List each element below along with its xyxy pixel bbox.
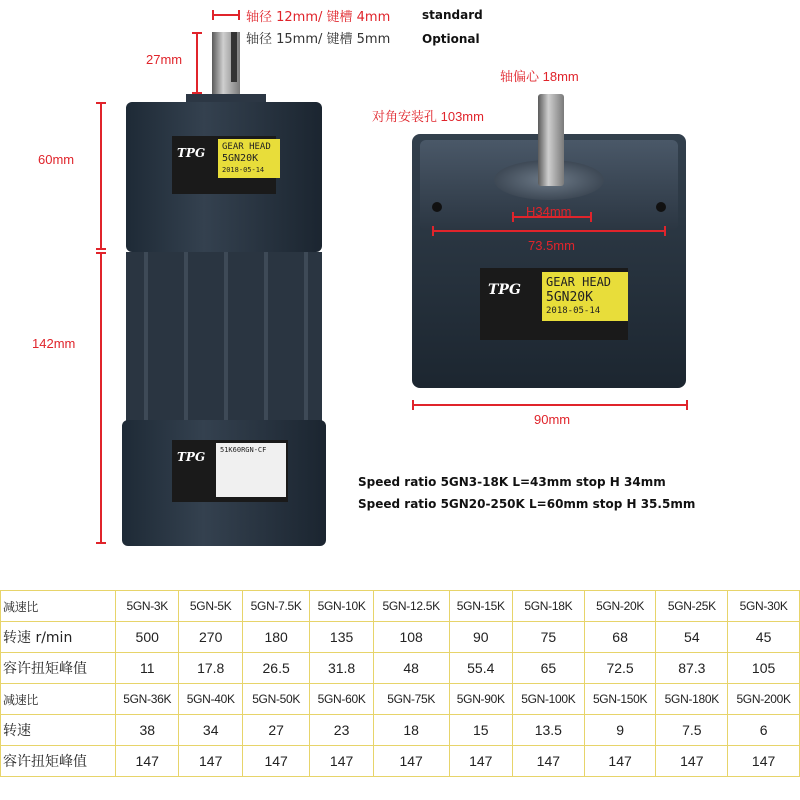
table-cell: 5GN-30K xyxy=(728,591,800,622)
dim-90-arrow xyxy=(412,404,688,406)
row-header: 减速比 xyxy=(1,684,116,715)
row-header: 减速比 xyxy=(1,591,116,622)
gear-head-sticker xyxy=(218,139,280,178)
optional-label: Optional xyxy=(422,32,480,46)
table-cell: 147 xyxy=(310,746,373,777)
tpg-logo-2: TPG xyxy=(177,450,206,464)
table-cell: 9 xyxy=(584,715,656,746)
shaft-optional-text: 轴径 15mm/ 键槽 5mm xyxy=(246,32,391,47)
gear-head-sticker-2 xyxy=(542,272,628,321)
shaft-standard-text: 轴径 12mm/ 键槽 4mm xyxy=(246,10,391,25)
table-cell: 17.8 xyxy=(179,653,242,684)
table-cell: 147 xyxy=(728,746,800,777)
row-header: 转速 r/min xyxy=(1,622,116,653)
table-cell: 5GN-180K xyxy=(656,684,728,715)
dim-60-text: 60mm xyxy=(38,152,75,167)
dim-142-arrow xyxy=(100,252,102,544)
table-cell: 38 xyxy=(116,715,179,746)
table-cell: 105 xyxy=(728,653,800,684)
table-cell: 5GN-25K xyxy=(656,591,728,622)
gear-head-date-2: 2018-05-14 xyxy=(546,306,601,317)
table-cell: 5GN-36K xyxy=(116,684,179,715)
dim-73-text: 73.5mm xyxy=(528,238,575,253)
mount-hole-text: 对角安装孔 103mm xyxy=(372,109,484,124)
tpg-logo-3: TPG xyxy=(488,282,521,298)
table-cell: 147 xyxy=(584,746,656,777)
table-row xyxy=(1,622,800,653)
tpg-logo: TPG xyxy=(177,146,206,160)
row-header: 容许扭矩峰值 xyxy=(1,746,116,777)
table-cell: 18 xyxy=(373,715,449,746)
shaft-width-arrow xyxy=(212,14,240,16)
table-cell: 5GN-200K xyxy=(728,684,800,715)
table-cell: 65 xyxy=(512,653,584,684)
table-cell: 5GN-20K xyxy=(584,591,656,622)
table-cell: 5GN-90K xyxy=(449,684,512,715)
table-cell: 15 xyxy=(449,715,512,746)
table-cell: 5GN-10K xyxy=(310,591,373,622)
table-cell: 34 xyxy=(179,715,242,746)
table-row xyxy=(1,715,800,746)
eccentric-text: 轴偏心 18mm xyxy=(500,69,579,84)
motor-body xyxy=(126,252,322,424)
table-row xyxy=(1,746,800,777)
table-cell: 5GN-40K xyxy=(179,684,242,715)
mount-hole-tl xyxy=(432,202,442,212)
speed-ratio-line-1: Speed ratio 5GN3-18K L=43mm stop H 34mm xyxy=(358,475,666,489)
table-cell: 5GN-60K xyxy=(310,684,373,715)
table-cell: 5GN-150K xyxy=(584,684,656,715)
table-cell: 23 xyxy=(310,715,373,746)
table-cell: 11 xyxy=(116,653,179,684)
table-cell: 5GN-7.5K xyxy=(242,591,309,622)
output-shaft-2 xyxy=(538,94,564,186)
spec-table xyxy=(0,590,800,777)
gear-head-title: GEAR HEAD xyxy=(222,142,271,152)
table-cell: 270 xyxy=(179,622,242,653)
table-cell: 48 xyxy=(373,653,449,684)
table-cell: 72.5 xyxy=(584,653,656,684)
table-cell: 13.5 xyxy=(512,715,584,746)
gear-head-model-2: 5GN20K xyxy=(546,290,593,305)
table-cell: 45 xyxy=(728,622,800,653)
table-cell: 180 xyxy=(242,622,309,653)
table-row xyxy=(1,591,800,622)
table-cell: 5GN-18K xyxy=(512,591,584,622)
table-cell: 6 xyxy=(728,715,800,746)
shaft-key xyxy=(231,32,237,82)
dim-90-text: 90mm xyxy=(534,412,571,427)
table-cell: 147 xyxy=(179,746,242,777)
table-cell: 5GN-12.5K xyxy=(373,591,449,622)
motor-nameplate xyxy=(172,440,288,502)
dim-h34-text: H34mm xyxy=(526,204,572,219)
table-cell: 90 xyxy=(449,622,512,653)
table-cell: 31.8 xyxy=(310,653,373,684)
gear-head-label xyxy=(172,136,276,194)
dim-27-text: 27mm xyxy=(146,52,183,67)
table-cell: 5GN-5K xyxy=(179,591,242,622)
table-cell: 147 xyxy=(373,746,449,777)
table-cell: 26.5 xyxy=(242,653,309,684)
dim-27-arrow xyxy=(196,32,198,94)
table-cell: 500 xyxy=(116,622,179,653)
table-cell: 5GN-15K xyxy=(449,591,512,622)
table-cell: 5GN-75K xyxy=(373,684,449,715)
row-header: 转速 xyxy=(1,715,116,746)
table-cell: 75 xyxy=(512,622,584,653)
table-cell: 87.3 xyxy=(656,653,728,684)
table-cell: 147 xyxy=(116,746,179,777)
table-row xyxy=(1,653,800,684)
gear-head-model: 5GN20K xyxy=(222,153,259,165)
standard-label: standard xyxy=(422,8,483,22)
dim-142-text: 142mm xyxy=(32,336,76,351)
motor-model-sticker: 51K60RGN-CF xyxy=(216,443,286,497)
table-cell: 5GN-50K xyxy=(242,684,309,715)
table-cell: 55.4 xyxy=(449,653,512,684)
table-cell: 5GN-100K xyxy=(512,684,584,715)
gear-head-date: 2018-05-14 xyxy=(222,165,265,174)
table-cell: 5GN-3K xyxy=(116,591,179,622)
gear-head-label-2 xyxy=(480,268,628,340)
table-cell: 147 xyxy=(512,746,584,777)
row-header: 容许扭矩峰值 xyxy=(1,653,116,684)
table-cell: 135 xyxy=(310,622,373,653)
table-cell: 27 xyxy=(242,715,309,746)
table-cell: 54 xyxy=(656,622,728,653)
table-row xyxy=(1,684,800,715)
table-cell: 147 xyxy=(242,746,309,777)
gear-head-title-2: GEAR HEAD xyxy=(546,275,612,289)
mount-hole-tr xyxy=(656,202,666,212)
table-cell: 108 xyxy=(373,622,449,653)
table-cell: 147 xyxy=(656,746,728,777)
table-cell: 147 xyxy=(449,746,512,777)
dim-73-arrow xyxy=(432,230,666,232)
table-cell: 7.5 xyxy=(656,715,728,746)
dim-60-arrow xyxy=(100,102,102,250)
table-cell: 68 xyxy=(584,622,656,653)
speed-ratio-line-2: Speed ratio 5GN20-250K L=60mm stop H 35.5mm xyxy=(358,497,696,511)
